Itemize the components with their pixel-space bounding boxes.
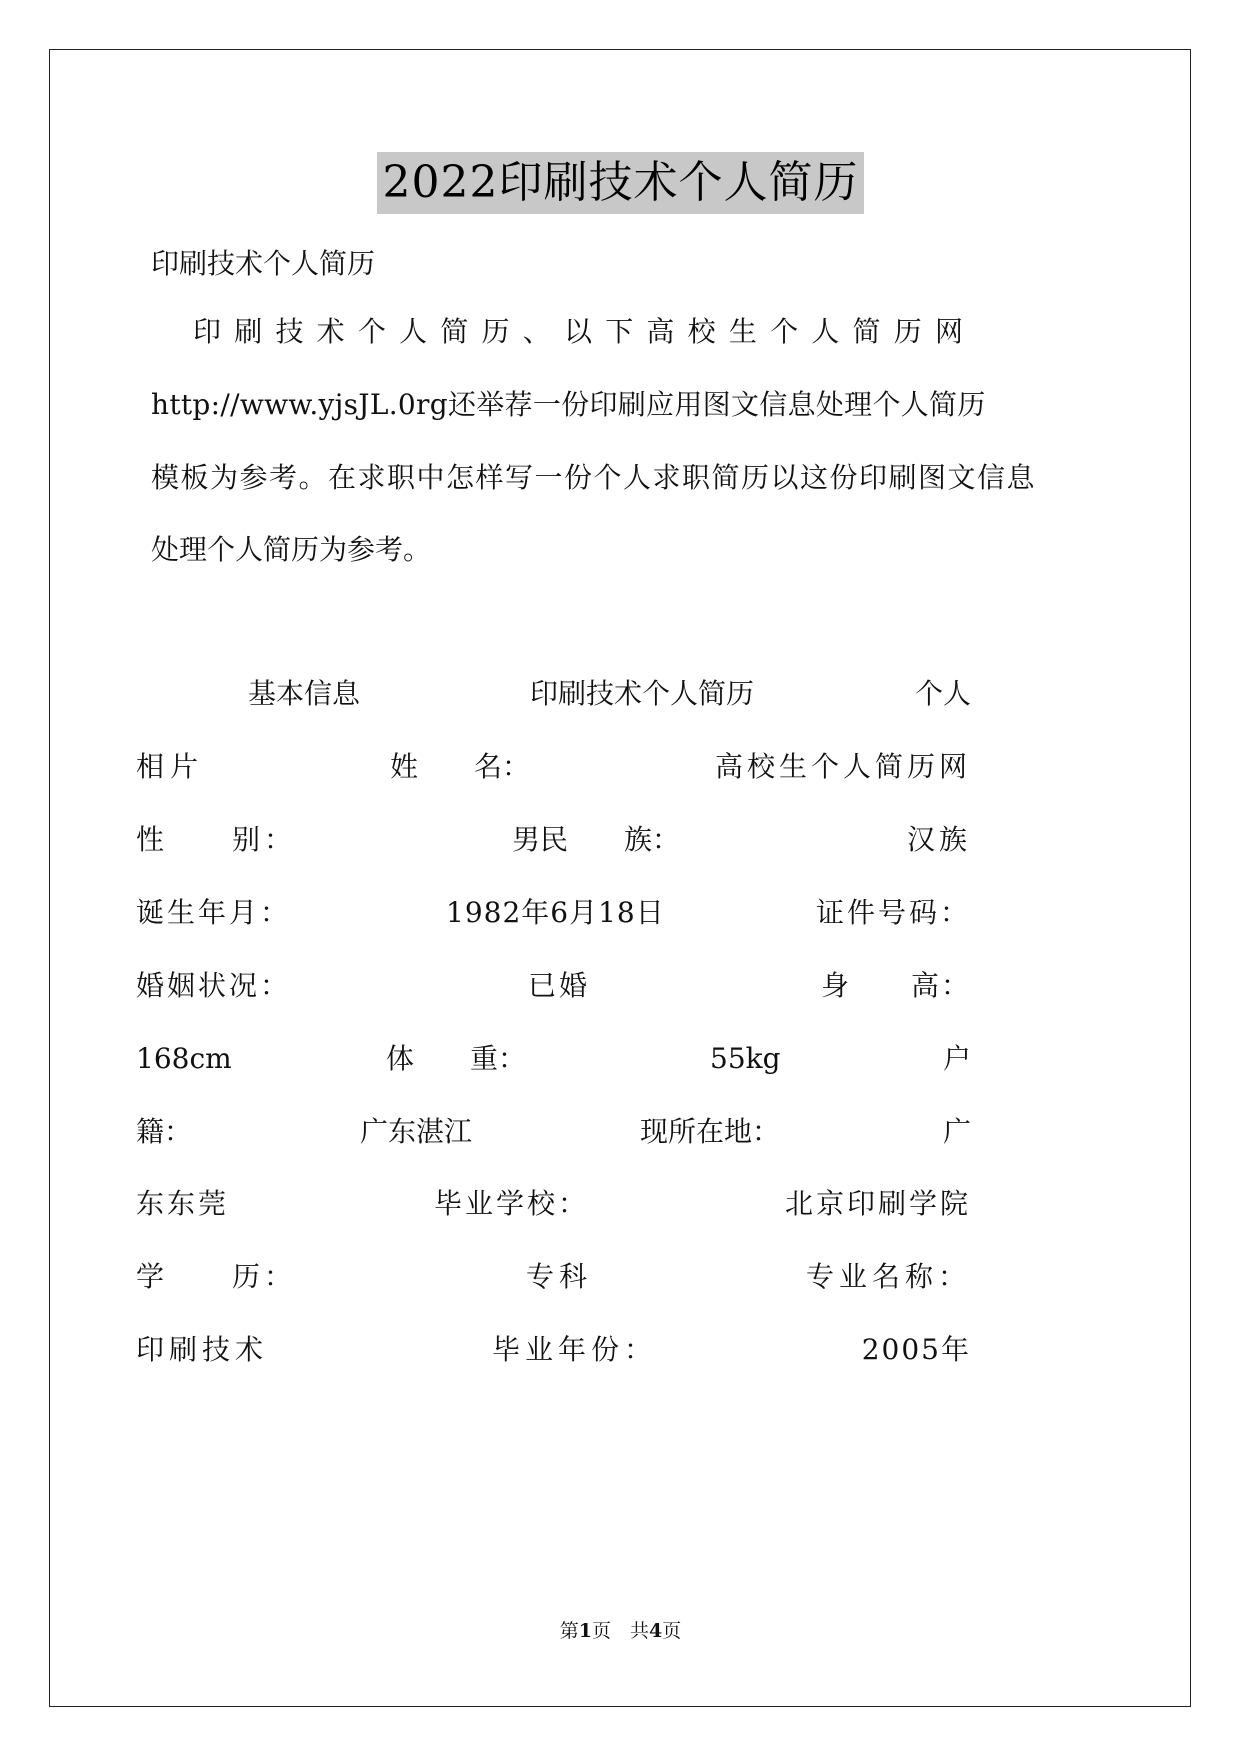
intro-char: 下 — [605, 315, 634, 348]
row-5-cell-1: 婚姻状况： — [136, 969, 292, 1002]
row-2-cell-3: 高校生个人简历网 — [714, 750, 971, 783]
footer-page-number: 1 — [578, 1620, 592, 1642]
intro-char: 人 — [399, 315, 428, 348]
row-7-cell-4: 广 — [942, 1115, 971, 1148]
row-7-cell-2: 广东湛江 — [360, 1115, 473, 1148]
row-2-cell-1: 相片 — [136, 750, 205, 783]
document-title: 2022印刷技术个人简历 — [377, 152, 865, 214]
row-9-cell-1: 学 历： — [136, 1260, 297, 1293]
row-2-cell-2: 姓 名： — [390, 750, 531, 783]
intro-char: 术 — [316, 315, 345, 348]
intro-char: 刷 — [234, 315, 263, 348]
row-8-cell-1: 东东莞 — [136, 1187, 230, 1220]
intro-char: 简 — [440, 315, 469, 348]
intro-char: 印 — [193, 315, 222, 348]
row-6-cell-2: 体 重： — [386, 1042, 527, 1075]
row-6-cell-1: 168cm — [136, 1042, 232, 1075]
page-footer — [0, 1618, 1241, 1644]
intro-char: 校 — [687, 315, 716, 348]
row-9-cell-3: 专业名称： — [805, 1260, 971, 1293]
row-3-cell-2: 男民 族： — [512, 823, 681, 856]
subtitle: 印刷技术个人简历 — [151, 247, 376, 280]
footer-mid: 页 共 — [591, 1620, 649, 1642]
intro-char: 简 — [852, 315, 881, 348]
row-5-cell-3: 身 高： — [820, 969, 971, 1002]
intro-char: 网 — [934, 315, 963, 348]
intro-char: 生 — [728, 315, 757, 348]
row-1-cell-1: 基本信息 — [248, 677, 361, 710]
row-5-cell-2: 已婚 — [528, 969, 591, 1002]
row-3-cell-3: 汉族 — [906, 823, 971, 856]
row-10-cell-3: 2005年 — [861, 1333, 971, 1366]
row-6-cell-4: 户 — [942, 1042, 971, 1075]
intro-char: 个 — [770, 315, 799, 348]
row-8-cell-2: 毕业学校： — [434, 1187, 590, 1220]
intro-line-4: 处理个人简历为参考。 — [151, 533, 432, 566]
row-7-cell-3: 现所在地： — [640, 1115, 781, 1148]
footer-suffix: 页 — [662, 1620, 682, 1642]
intro-line-3: 模板为参考。在求职中怎样写一份个人求职简历以这份印刷图文信息 — [151, 461, 1037, 494]
row-3-cell-1: 性 别： — [136, 823, 297, 856]
row-4-cell-3: 证件号码： — [815, 896, 971, 929]
intro-char: 个 — [357, 315, 386, 348]
intro-char: 高 — [646, 315, 675, 348]
intro-char: 人 — [811, 315, 840, 348]
row-10-cell-1: 印刷技术 — [136, 1333, 269, 1366]
row-6-cell-3: 55kg — [710, 1042, 781, 1075]
row-7-cell-1: 籍： — [136, 1115, 193, 1148]
intro-line-2: http://www.yjsJL.0rg还举荐一份印刷应用图文信息处理个人简历 — [151, 388, 986, 421]
row-10-cell-2: 毕业年份： — [492, 1333, 658, 1366]
intro-char: 、 — [522, 315, 551, 348]
row-1-cell-3: 个人 — [914, 677, 971, 710]
row-9-cell-2: 专科 — [526, 1260, 593, 1293]
footer-prefix: 第 — [559, 1620, 579, 1642]
intro-char: 以 — [563, 315, 592, 348]
row-4-cell-2: 1982年6月18日 — [446, 896, 665, 929]
footer-total-pages: 4 — [649, 1620, 663, 1642]
page-border — [49, 49, 1191, 1707]
intro-char: 技 — [275, 315, 304, 348]
row-8-cell-3: 北京印刷学院 — [784, 1187, 971, 1220]
intro-line-1 — [193, 312, 963, 352]
intro-char: 历 — [893, 315, 922, 348]
intro-char: 历 — [481, 315, 510, 348]
row-1-cell-2: 印刷技术个人简历 — [530, 677, 755, 710]
row-4-cell-1: 诞生年月： — [136, 896, 292, 929]
